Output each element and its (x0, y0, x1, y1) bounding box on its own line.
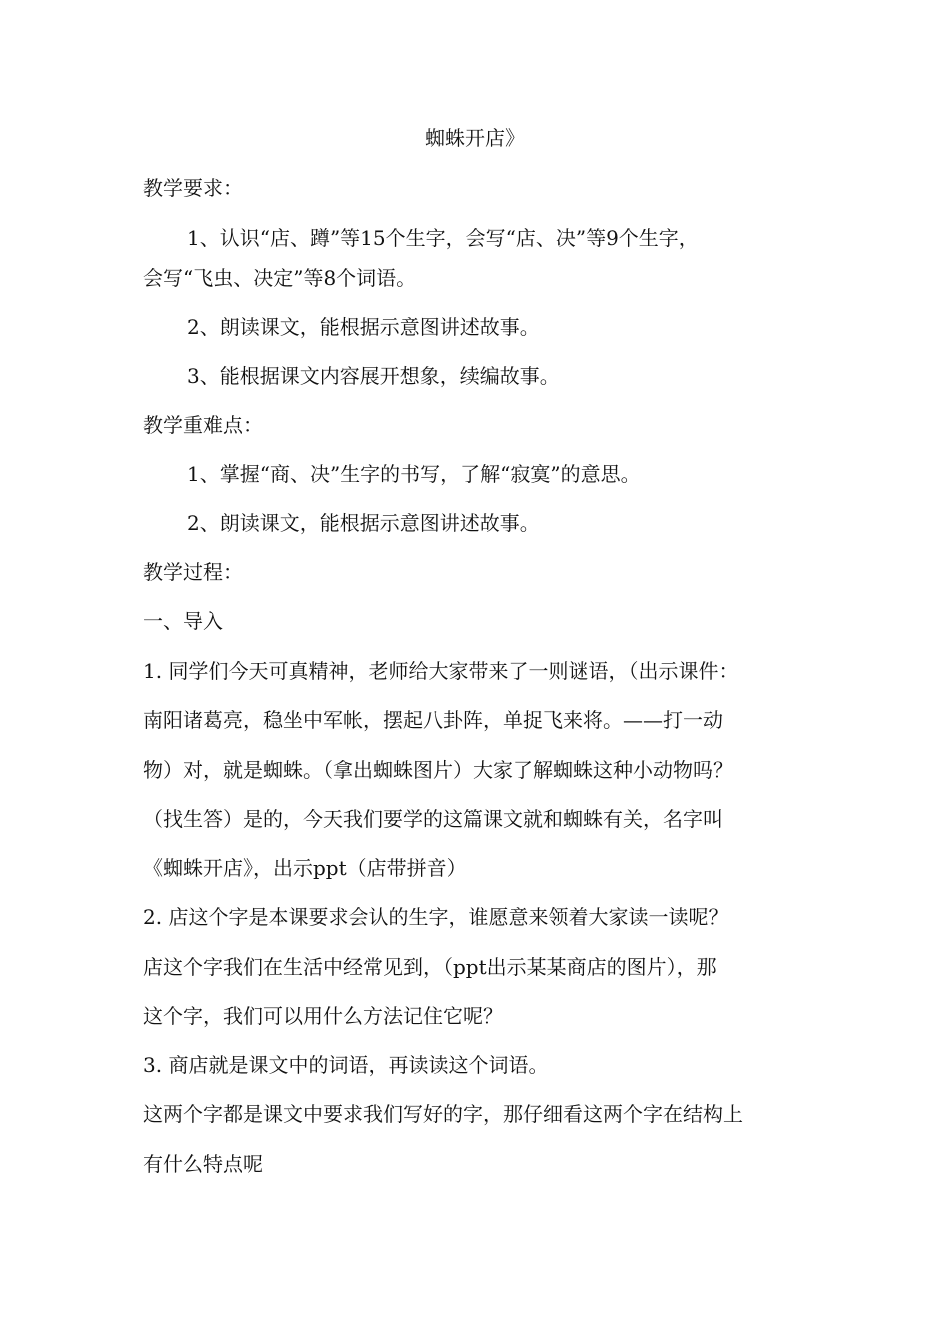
paragraph-line: 1. 同学们今天可真精神，老师给大家带来了一则谜语，（出示课件： (143, 659, 739, 683)
paragraph-line: 这个字，我们可以用什么方法记住它呢？ (143, 1004, 503, 1028)
paragraph-line: 2、朗读课文，能根据示意图讲述故事。 (187, 511, 540, 535)
paragraph-line: 1、认识“店、蹲”等15个生字，会写“店、决”等9个生字， (187, 226, 699, 250)
paragraph-line: 店这个字我们在生活中经常见到，（ppt出示某某商店的图片），那 (143, 955, 717, 979)
paragraph-line: 南阳诸葛亮，稳坐中军帐，摆起八卦阵，单捉飞来将。——打一动 (143, 708, 723, 732)
paragraph-line: 3、能根据课文内容展开想象，续编故事。 (187, 364, 560, 388)
section-heading-key-points: 教学重难点： (143, 413, 263, 437)
paragraph-line: 3. 商店就是课文中的词语，再读读这个词语。 (143, 1053, 549, 1077)
paragraph-line: 有什么特点呢 (143, 1152, 263, 1176)
section-heading-process: 教学过程： (143, 560, 243, 584)
subsection-heading-intro: 一、导入 (143, 609, 223, 633)
paragraph-line: 2. 店这个字是本课要求会认的生字，谁愿意来领着大家读一读呢？ (143, 905, 729, 929)
paragraph-line: 这两个字都是课文中要求我们写好的字，那仔细看这两个字在结构上 (143, 1102, 743, 1126)
document-title: 蜘蛛开店》 (425, 126, 525, 150)
paragraph-line: 会写“飞虫、决定”等8个词语。 (143, 266, 417, 290)
paragraph-line: 1、掌握“商、决”生字的书写，了解“寂寞”的意思。 (187, 462, 641, 486)
paragraph-line: 2、朗读课文，能根据示意图讲述故事。 (187, 315, 540, 339)
paragraph-line: 《蜘蛛开店》，出示ppt（店带拼音） (143, 856, 467, 880)
paragraph-line: 物）对，就是蜘蛛。（拿出蜘蛛图片）大家了解蜘蛛这种小动物吗？ (143, 758, 733, 782)
section-heading-requirements: 教学要求： (143, 176, 243, 200)
paragraph-line: （找生答）是的，今天我们要学的这篇课文就和蜘蛛有关，名字叫 (143, 807, 723, 831)
